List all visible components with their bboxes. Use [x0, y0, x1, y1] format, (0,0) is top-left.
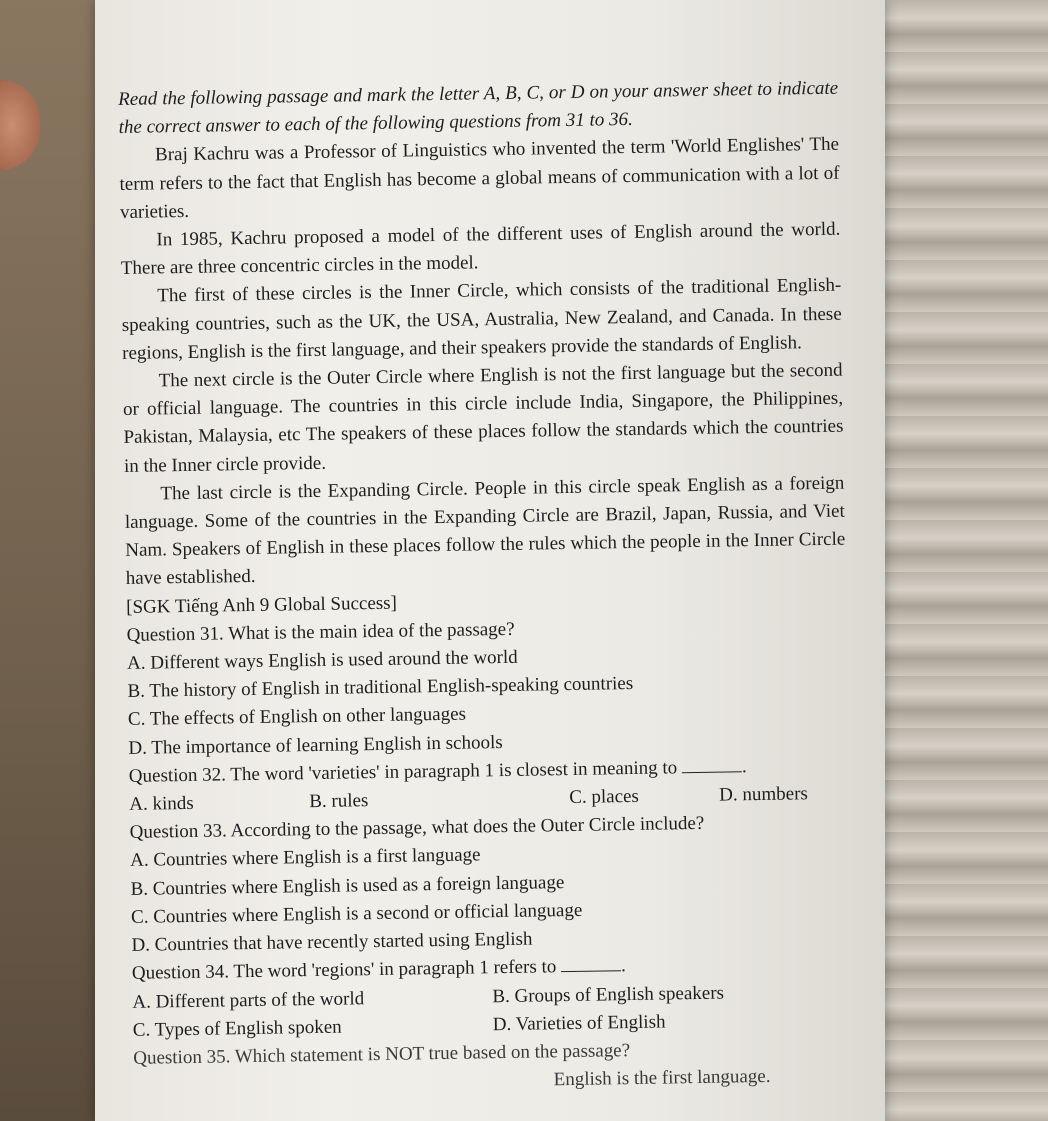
q34-option-d: D. Varieties of English: [492, 1011, 666, 1035]
source-citation: [SGK Tiếng Anh 9 Global Success]: [126, 592, 398, 618]
q34-option-c: C. Types of English spoken: [132, 1016, 342, 1041]
q33-option-c: C. Countries where English is a second or official language: [130, 899, 583, 928]
question-34-period: .: [620, 955, 626, 977]
q33-option-d: D. Countries that have recently started using English: [131, 928, 533, 956]
question-33: Question 33. According to the passage, what does the Outer Circle include?: [129, 813, 705, 844]
q35-option-a-partial: English is the first language.: [553, 1065, 771, 1091]
answer-blank: [561, 955, 621, 973]
q33-option-b: B. Countries where English is used as a foreign language: [130, 871, 565, 900]
q31-option-c: C. The effects of English on other languages: [127, 704, 467, 731]
question-32-period: .: [741, 756, 747, 778]
q31-option-b: B. The history of English in traditional English-speaking countries: [127, 673, 634, 703]
q33-option-a: A. Countries where English is a first language: [130, 844, 481, 872]
background-right: [878, 0, 1048, 1121]
q31-option-a: A. Different ways English is used around the world: [126, 646, 518, 674]
q32-option-d: D. numbers: [719, 783, 809, 806]
background-left: [0, 0, 110, 1121]
question-34-text: Question 34. The word 'regions' in paragraph 1 refers to: [131, 956, 557, 985]
q31-option-d: D. The importance of learning English in schools: [128, 731, 503, 759]
q32-option-b: B. rules: [309, 790, 369, 813]
q34-option-b: B. Groups of English speakers: [492, 982, 725, 1007]
passage-paragraph-5: The last circle is the Expanding Circle. People in this circle speak English as a foreign language. Some of the countries in the Expanding Circle are Brazil, Japan, Russia, and Viet Nam. Speakers of English in these places follow the rules which the people in the Inner Circle have established.: [124, 472, 846, 590]
q32-option-c: C. places: [569, 785, 640, 809]
answer-blank: [682, 755, 742, 773]
passage-paragraph-4: The next circle is the Outer Circle where English is not the first language but the second or official language. The countries in this circle include India, Singapore, the Philippines, Pakistan, Malaysia, etc The speakers of these places follow the standards which the countries in the Inner circle provide.: [122, 359, 844, 477]
q32-option-a: A. kinds: [129, 792, 194, 815]
passage-paragraph-3: The first of these circles is the Inner Circle, which consists of the traditional English-speaking countries, such as the UK, the USA, Australia, New Zealand, and Canada. In these regions, English is the first language, and their speakers provide the standards of English.: [121, 275, 842, 364]
question-32-text: Question 32. The word 'varieties' in paragraph 1 is closest in meaning to: [128, 757, 678, 787]
question-35: Question 35. Which statement is NOT true based on the passage?: [133, 1039, 631, 1069]
instruction: Read the following passage and mark the letter A, B, C, or D on your answer sheet to indicate the correct answer to each of the following questions from 31 to 36.: [118, 77, 839, 139]
passage-paragraph-2: In 1985, Kachru proposed a model of the different uses of English around the world. There are three concentric circles in the model.: [120, 218, 841, 280]
passage-paragraph-1: Braj Kachru was a Professor of Linguistics who invented the term 'World Englishes' The term refers to the fact that English has become a global means of communication with a lot of varieties.: [119, 134, 840, 223]
question-31: Question 31. What is the main idea of the passage?: [126, 618, 515, 646]
q34-option-a: A. Different parts of the world: [132, 987, 365, 1013]
document-content: [118, 75, 854, 1101]
